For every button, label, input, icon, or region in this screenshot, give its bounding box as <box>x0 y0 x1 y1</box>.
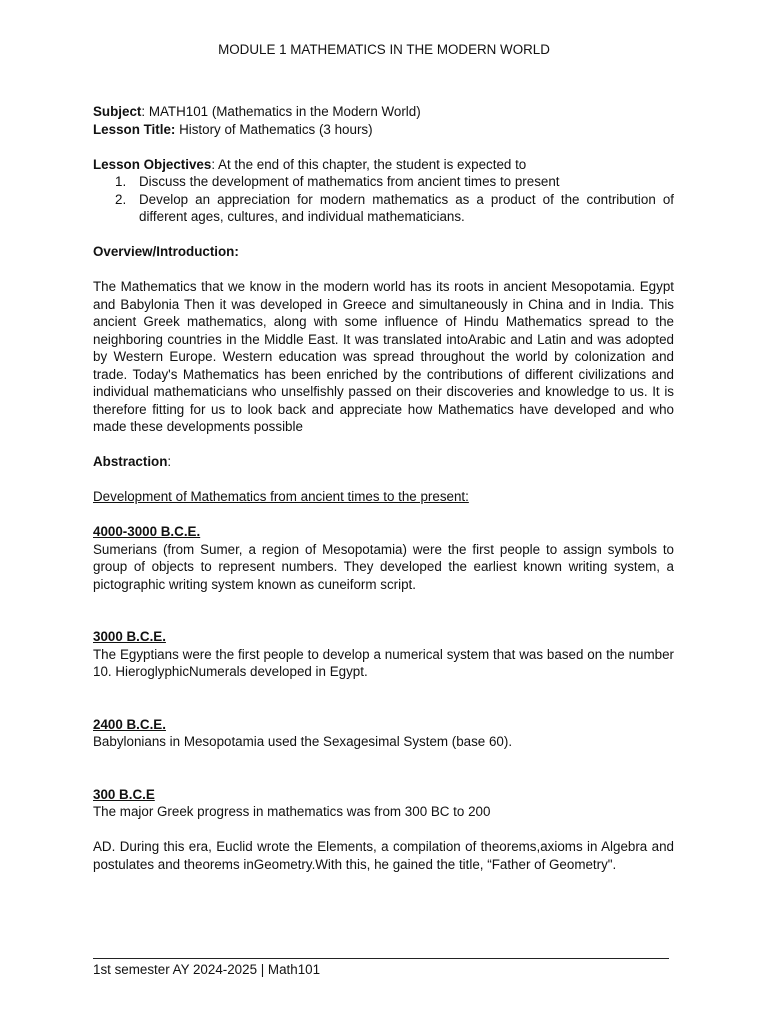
objective-number: 1. <box>115 174 127 189</box>
abstraction-subheading: Development of Mathematics from ancient times to the present: <box>93 489 469 504</box>
timeline-period: 2400 B.C.E. <box>93 716 166 732</box>
subject-value: : MATH101 (Mathematics in the Modern World) <box>141 104 421 119</box>
timeline-text: The Egyptians were the first people to develop a numerical system that was based on the number 10. HieroglyphicNumerals developed in Egypt. <box>93 646 674 679</box>
objective-item <box>115 173 674 191</box>
abstraction-line <box>93 453 674 471</box>
objectives-intro: : At the end of this chapter, the student is expected to <box>211 156 527 172</box>
footer-divider <box>93 958 669 959</box>
timeline-text: Babylonians in Mesopotamia used the Sexagesimal System (base 60). <box>93 734 513 749</box>
lesson-title-label: Lesson Title: <box>93 121 176 137</box>
abstraction-colon: : <box>167 454 172 469</box>
objective-text: Discuss the development of mathematics from ancient times to present <box>139 174 560 189</box>
subject-line <box>93 103 674 121</box>
objectives-label: Lesson Objectives <box>93 156 212 172</box>
overview-heading: Overview/Introduction: <box>93 244 239 259</box>
document-body <box>93 103 674 873</box>
subject-label: Subject <box>93 104 142 119</box>
timeline-period: 300 B.C.E <box>93 786 155 802</box>
timeline-text: The major Greek progress in mathematics was from 300 BC to 200 <box>93 804 491 819</box>
objective-text: Develop an appreciation for modern mathematics as a product of the contribution of different ages, cultures, and individual mathematicians. <box>139 191 674 224</box>
page-footer: 1st semester AY 2024-2025 | Math101 <box>93 962 321 977</box>
abstraction-heading: Abstraction <box>93 454 168 469</box>
lesson-title-value: History of Mathematics (3 hours) <box>175 121 373 137</box>
timeline-period: 4000-3000 B.C.E. <box>93 524 201 539</box>
page-header: MODULE 1 MATHEMATICS IN THE MODERN WORLD <box>218 42 550 57</box>
timeline-text-continued: AD. During this era, Euclid wrote the Elements, a compilation of theorems,axioms in Algebra and postulates and theorems inGeometry.With this, he gained the title, “Father of Geometry". <box>93 839 674 872</box>
timeline-text: Sumerians (from Sumer, a region of Mesopotamia) were the first people to assign symbols to group of objects to represent numbers. They developed the earliest known writing system, a pictographic writing system known as cuneiform script. <box>93 541 674 592</box>
lesson-title-line <box>93 121 674 139</box>
timeline-period: 3000 B.C.E. <box>93 629 166 644</box>
objective-item <box>115 191 674 226</box>
objective-number: 2. <box>115 191 127 207</box>
objectives-list <box>93 173 674 226</box>
objectives-line <box>93 156 674 174</box>
overview-body: The Mathematics that we know in the modern world has its roots in ancient Mesopotamia. Egypt and Babylonia Then it was developed in Greece and simultaneously in China and in India. This ancient Greek mathematics, along with some influence of Hindu Mathematics spread to the neighboring countries in the Middle East. It was translated intoArabic and Latin and was adopted by Western Europe. Western education was spread throughout the world by colonization and trade. Today's Mathematics has been enriched by the contributions of different civilizations and individual mathematicians who unselfishly passed on their discoveries and knowledge to us. It is therefore fitting for us to look back and appreciate how Mathematics have developed and who made these developments possible <box>93 279 674 434</box>
